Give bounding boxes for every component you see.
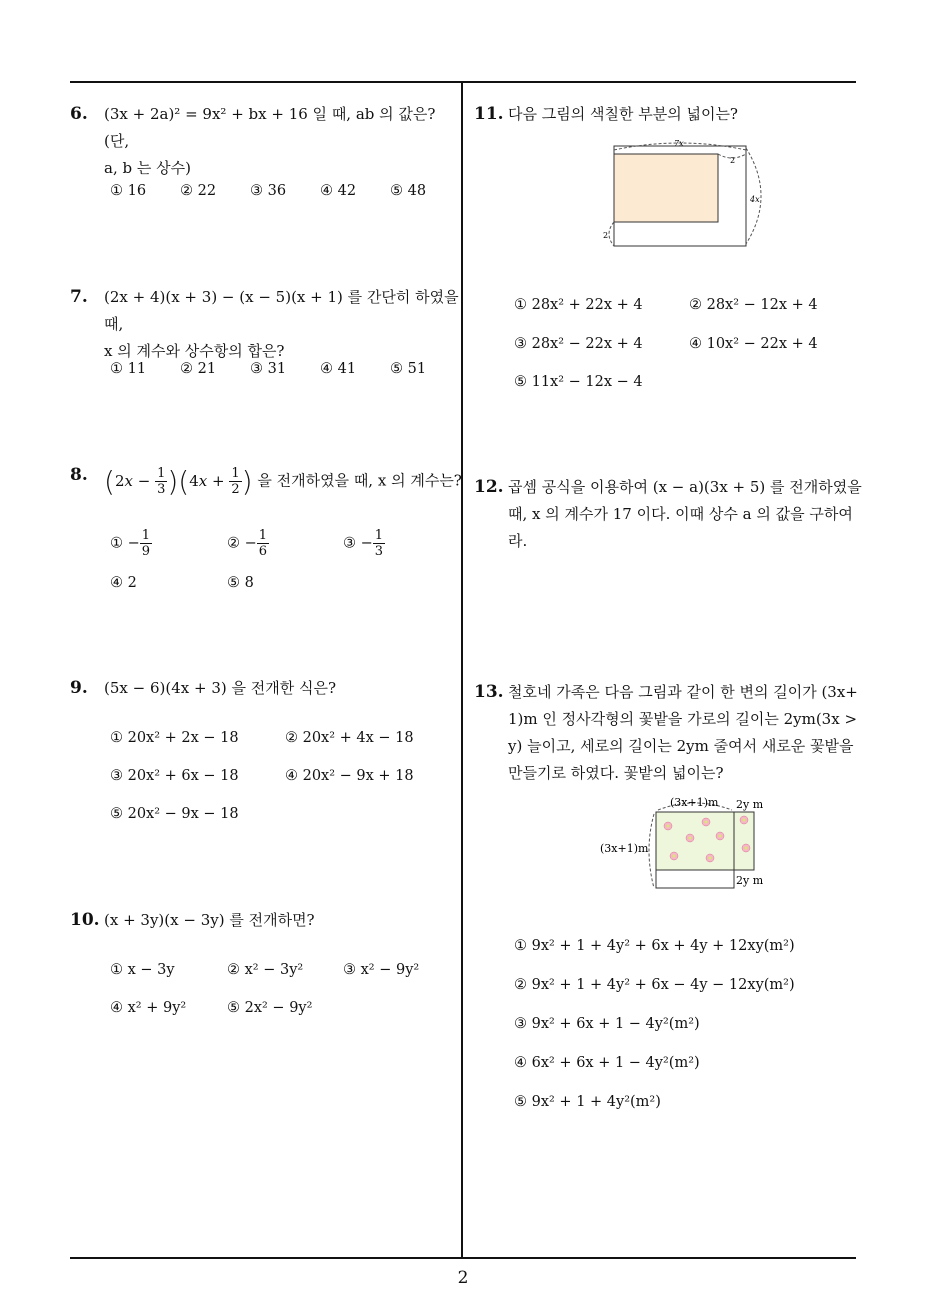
question-8 xyxy=(70,462,460,502)
question-number: 6. xyxy=(70,104,88,124)
choice-1[interactable]: ① 20x² + 2x − 18 xyxy=(110,730,239,746)
choice-2[interactable]: ② 21 xyxy=(180,361,217,377)
question-line: 곱셈 공식을 이용하여 (x − a)(3x + 5) 를 전개하였을 xyxy=(508,478,862,496)
question-line: 철호네 가족은 다음 그림과 같이 한 변의 길이가 (3x+ xyxy=(508,683,858,701)
choice-2[interactable]: ② x² − 3y² xyxy=(227,962,304,978)
question-number: 8. xyxy=(70,465,88,485)
question-text xyxy=(508,101,738,128)
choice-2[interactable]: ② 28x² − 12x + 4 xyxy=(689,297,818,313)
choice-1[interactable]: ① 16 xyxy=(110,183,147,199)
question-text xyxy=(104,466,462,497)
choice-5[interactable]: ⑤ 2x² − 9y² xyxy=(227,1000,313,1016)
question-line: 때, x 의 계수가 17 이다. 이때 상수 a 의 값을 구하여 xyxy=(508,505,853,523)
choice-5[interactable]: ⑤ 20x² − 9x − 18 xyxy=(110,806,239,822)
choice-5[interactable]: ⑤ 11x² − 12x − 4 xyxy=(514,374,643,390)
label-left: (3x+1)m xyxy=(600,842,649,855)
label-top-right: 2y m xyxy=(736,798,764,811)
choice-4[interactable]: ④ 20x² − 9x + 18 xyxy=(285,768,414,784)
question-number: 12. xyxy=(474,477,504,497)
choice-2[interactable]: ② 22 xyxy=(180,183,217,199)
question-line: y) 늘이고, 세로의 길이는 2ym 줄여서 새로운 꽃밭을 xyxy=(508,737,854,755)
choice-5[interactable]: ⑤ 8 xyxy=(227,575,254,591)
question-number: 11. xyxy=(474,104,504,124)
question-number: 7. xyxy=(70,287,88,307)
label-top: (3x+1)m xyxy=(670,796,719,809)
choice-4[interactable]: ④ x² + 9y² xyxy=(110,1000,187,1016)
choice-3[interactable]: ③ 31 xyxy=(250,361,287,377)
question-text xyxy=(508,474,862,555)
choice-4[interactable]: ④ 6x² + 6x + 1 − 4y²(m²) xyxy=(514,1055,700,1071)
choice-4[interactable]: ④ 2 xyxy=(110,575,137,591)
choice-1[interactable]: ① 28x² + 22x + 4 xyxy=(514,297,643,313)
label-left-small: 2 xyxy=(603,231,609,240)
question-line: (5x − 6)(4x + 3) 을 전개한 식은? xyxy=(104,679,336,697)
choice-1[interactable]: ① − $\frac{1}{9}$ xyxy=(110,528,151,559)
question-text xyxy=(104,101,460,182)
label-top: 7x xyxy=(674,139,684,148)
figure-flower-garden-13 xyxy=(598,790,798,894)
choice-3[interactable]: ③ 36 xyxy=(250,183,287,199)
question-line: 만들기로 하였다. 꽃밭의 넓이는? xyxy=(508,764,724,782)
right-column xyxy=(474,0,864,1260)
question-text xyxy=(104,907,315,934)
choice-2[interactable]: ② 9x² + 1 + 4y² + 6x − 4y − 12xy(m²) xyxy=(514,977,795,993)
figure-rectangles-11 xyxy=(600,136,780,254)
question-line: (2x + 4)(x + 3) − (x − 5)(x + 1) 를 간단히 하였을 때, xyxy=(104,288,459,333)
math-expression: (2x − $\frac{1}{3}$ )(4x + $\frac{1}{2}$ ) xyxy=(104,464,253,498)
question-line: a, b 는 상수) xyxy=(104,159,191,177)
question-line: 다음 그림의 색칠한 부분의 넓이는? xyxy=(508,105,738,123)
choice-5[interactable]: ⑤ 51 xyxy=(390,361,427,377)
question-line: (3x + 2a)² = 9x² + bx + 16 일 때, ab 의 값은? (단, xyxy=(104,105,436,150)
question-number: 13. xyxy=(474,682,504,702)
choice-2[interactable]: ② − $\frac{1}{6}$ xyxy=(227,528,268,559)
page-number: 2 xyxy=(457,1268,469,1288)
choice-5[interactable]: ⑤ 9x² + 1 + 4y²(m²) xyxy=(514,1094,661,1110)
question-line: 1)m 인 정사각형의 꽃밭을 가로의 길이는 2ym(3x > xyxy=(508,710,858,728)
question-line: (x + 3y)(x − 3y) 를 전개하면? xyxy=(104,911,315,929)
question-line: 을 전개하였을 때, x 의 계수는? xyxy=(257,471,462,490)
column-divider xyxy=(461,81,463,1259)
choice-1[interactable]: ① x − 3y xyxy=(110,962,175,978)
question-text xyxy=(104,675,336,702)
choice-3[interactable]: ③ 20x² + 6x − 18 xyxy=(110,768,239,784)
choice-1[interactable]: ① 9x² + 1 + 4y² + 6x + 4y + 12xy(m²) xyxy=(514,938,795,954)
choice-1[interactable]: ① 11 xyxy=(110,361,147,377)
choice-5[interactable]: ⑤ 48 xyxy=(390,183,427,199)
shaded-region xyxy=(614,154,718,222)
question-text xyxy=(508,679,858,787)
question-line: 라. xyxy=(508,532,528,550)
label-bottom-right: 2y m xyxy=(736,874,764,887)
question-text xyxy=(104,284,460,365)
question-line: x 의 계수와 상수항의 합은? xyxy=(104,342,285,360)
choice-3[interactable]: ③ x² − 9y² xyxy=(343,962,420,978)
choice-3[interactable]: ③ 28x² − 22x + 4 xyxy=(514,336,643,352)
left-column xyxy=(70,0,460,1260)
choice-4[interactable]: ④ 41 xyxy=(320,361,357,377)
choice-4[interactable]: ④ 42 xyxy=(320,183,357,199)
label-right: 4x xyxy=(750,195,760,204)
question-number: 10. xyxy=(70,910,100,930)
choice-3[interactable]: ③ 9x² + 6x + 1 − 4y²(m²) xyxy=(514,1016,700,1032)
choice-3[interactable]: ③ − $\frac{1}{3}$ xyxy=(343,528,384,559)
question-number: 9. xyxy=(70,678,88,698)
choice-2[interactable]: ② 20x² + 4x − 18 xyxy=(285,730,414,746)
label-right-small: 2 xyxy=(730,156,736,165)
choice-4[interactable]: ④ 10x² − 22x + 4 xyxy=(689,336,818,352)
